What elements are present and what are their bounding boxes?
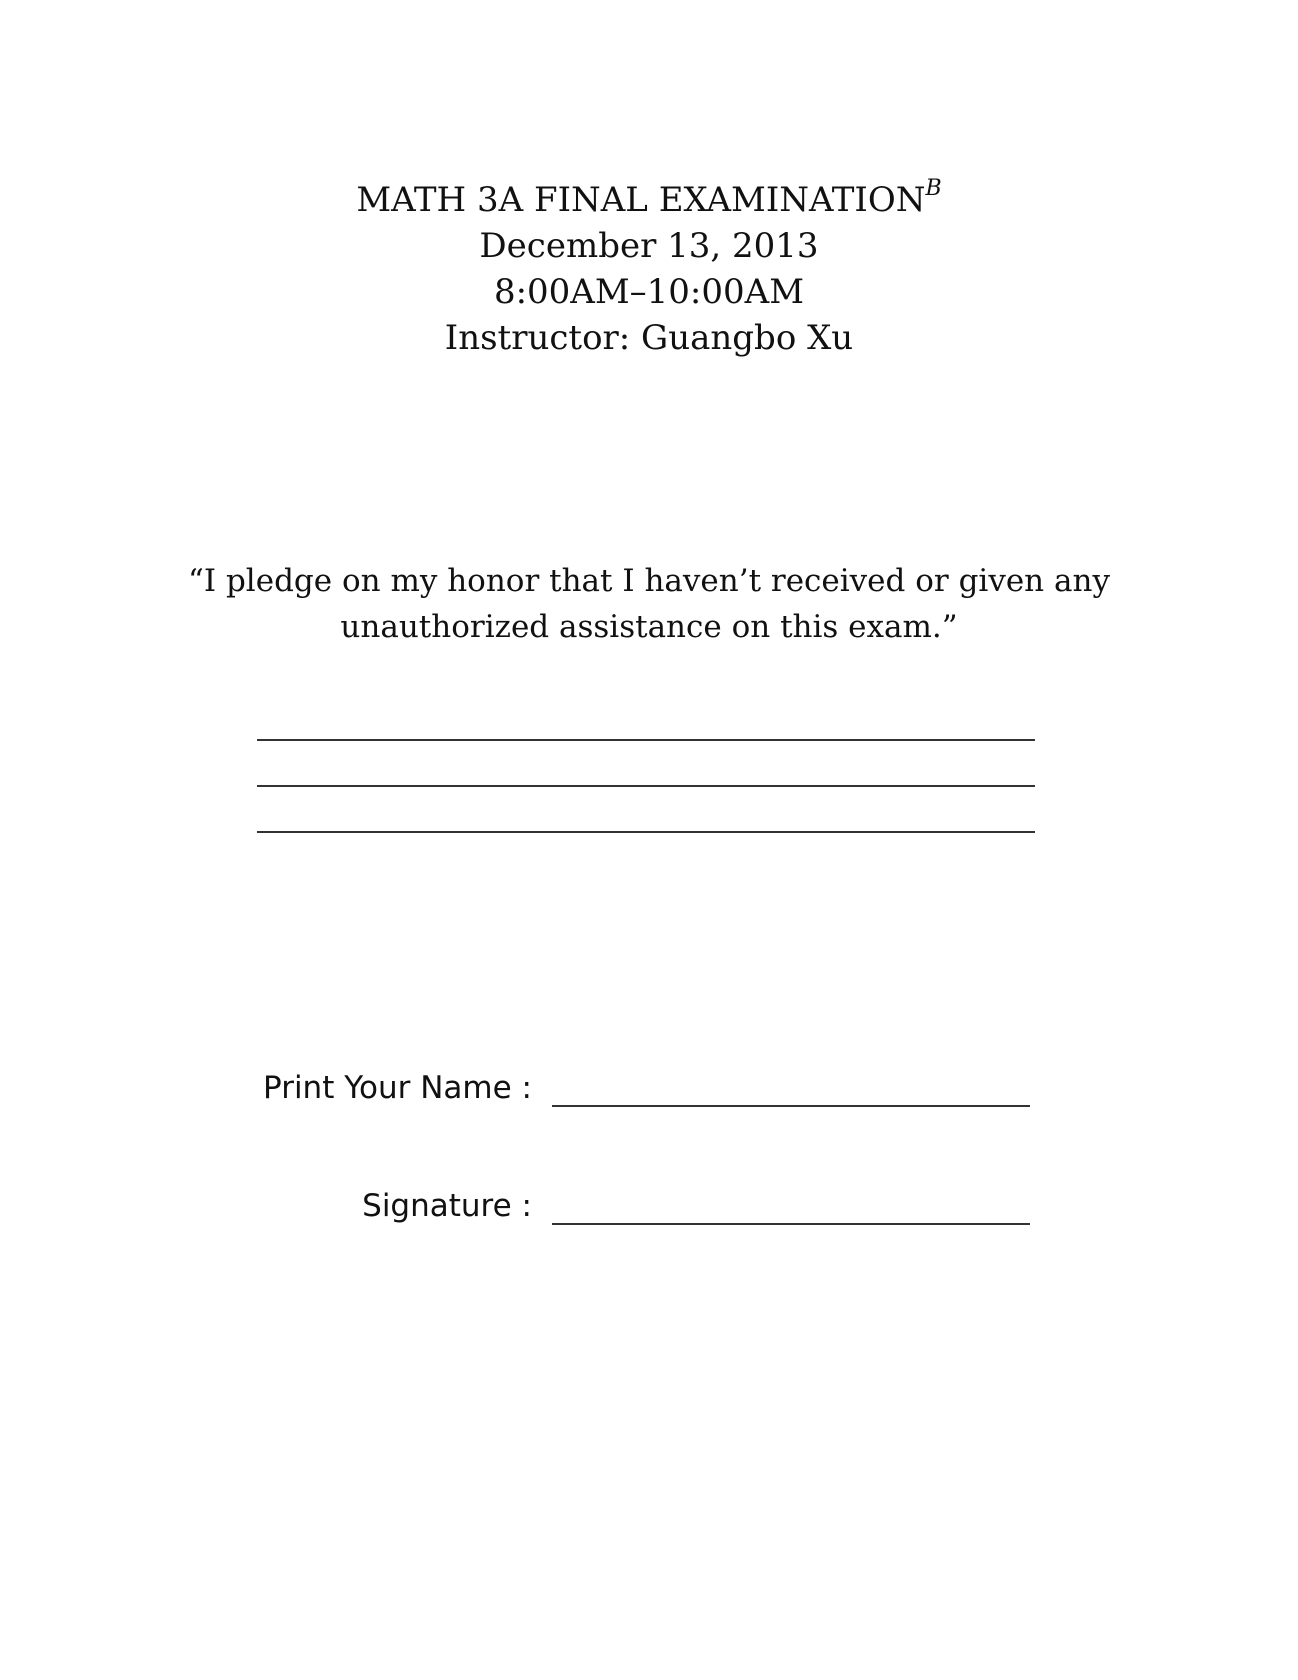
print-name-label: Print Your Name : — [263, 1070, 532, 1106]
print-name-field[interactable] — [552, 1105, 1030, 1107]
exam-version-superscript: B — [925, 176, 942, 201]
exam-time: 8:00AM–10:00AM — [493, 272, 805, 312]
honor-pledge — [0, 558, 1298, 650]
exam-title-text: MATH 3A FINAL EXAMINATION — [356, 180, 926, 220]
pledge-writing-line-1[interactable] — [257, 739, 1035, 741]
honor-pledge-line-2: unauthorized assistance on this exam.” — [340, 609, 958, 645]
exam-header — [0, 177, 1298, 361]
honor-pledge-line-1: “I pledge on my honor that I haven’t received or given any — [188, 563, 1110, 599]
pledge-writing-line-2[interactable] — [257, 785, 1035, 787]
exam-title — [0, 177, 1298, 223]
exam-instructor: Instructor: Guangbo Xu — [444, 318, 854, 358]
exam-date: December 13, 2013 — [479, 226, 819, 266]
signature-field[interactable] — [552, 1223, 1030, 1225]
signature-label: Signature : — [362, 1188, 532, 1224]
pledge-writing-line-3[interactable] — [257, 831, 1035, 833]
